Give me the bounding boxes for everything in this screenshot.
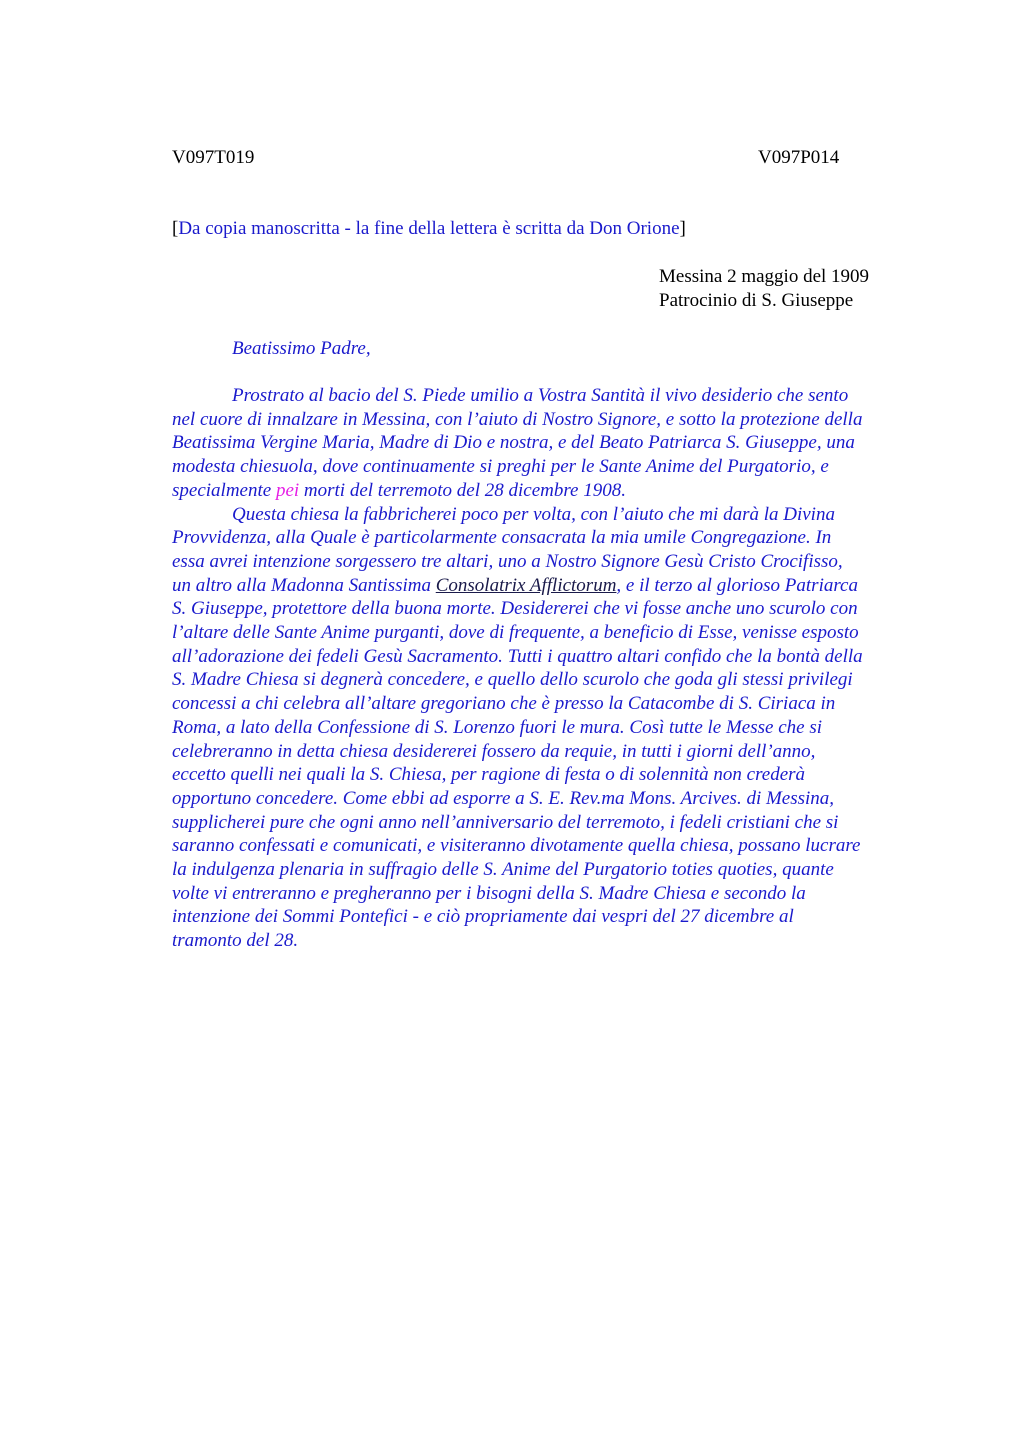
paragraph2-line: all’adorazione dei fedeli Gesù Sacramento. Tutti i quattro altari confido che la bontà della [172,645,863,667]
letter-body [172,384,932,953]
text-segment: un altro alla Madonna Santissima [172,574,436,596]
paragraph2-line: volte vi entreranno e pregheranno per i bisogni della S. Madre Chiesa e secondo la [172,882,806,904]
editorial-note [172,218,686,240]
text-segment: , e il terzo al glorioso Patriarca [616,574,858,596]
paragraph2-line: tramonto del 28. [172,930,299,952]
note-text: Da copia manoscritta - la fine della lettera è scritta da Don Orione [178,218,680,239]
paragraph1-line: Beatissima Vergine Maria, Madre di Dio e nostra, e del Beato Patriarca S. Giuseppe, una [172,432,855,454]
paragraph2-line: intenzione dei Sommi Pontefici - e ciò propriamente dai vespri del 27 dicembre al [172,906,794,928]
paragraph2-line: opportuno concedere. Come ebbi ad esporre a S. E. Rev.ma Mons. Arcives. di Messina, [172,787,835,809]
salutation: Beatissimo Padre, [232,338,371,359]
underlined-title: Consolatrix Afflictorum [435,574,617,596]
place-and-date [659,265,869,313]
text-segment: specialmente [172,479,276,501]
paragraph1-last-line [172,479,932,503]
paragraph2-line: S. Giuseppe, protettore della buona morte. Desidererei che vi fosse anche uno scurolo con [172,598,858,620]
paragraph2-line: concessi a chi celebra all’altare gregoriano che è presso la Catacombe di S. Ciriaca in [172,693,836,715]
paragraph2-line: celebreranno in detta chiesa desidererei fossero da requie, in tutti i giorni dell’anno, [172,740,816,762]
text-segment: morti del terremoto del 28 dicembre 1908. [299,479,626,501]
paragraph2-line: l’altare delle Sante Anime purganti, dove di frequente, a beneficio di Esse, venisse esposto [172,622,859,644]
highlighted-word: pei [275,479,300,501]
paragraph1-line: Prostrato al bacio del S. Piede umilio a Vostra Santità il vivo desiderio che sento [232,385,849,406]
paragraph2-line: essa avrei intenzione sorgessero tre altari, uno a Nostro Signore Gesù Cristo Crocifisso, [172,550,843,572]
paragraph2-line: Provvidenza, alla Quale è particolarmente consacrata la mia umile Congregazione. In [172,527,832,549]
paragraph2-line [172,574,932,598]
paragraph2-line: S. Madre Chiesa si degnerà concedere, e quello dello scurolo che goda gli stessi privilegi [172,669,853,691]
document-code-left: V097T019 [172,147,255,168]
note-close-bracket: ] [679,218,686,239]
feast-line: Patrocinio di S. Giuseppe [659,290,854,311]
paragraph1-line: modesta chiesuola, dove continuamente si preghi per le Sante Anime del Purgatorio, e [172,456,829,478]
note-open-bracket: [ [172,218,179,239]
paragraph2-line: eccetto quelli nei quali la S. Chiesa, per ragione di festa o di solennità non crederà [172,764,806,786]
paragraph2-line: Roma, a lato della Confessione di S. Lorenzo fuori le mura. Così tutte le Messe che si [172,716,822,738]
document-code-right: V097P014 [758,147,840,168]
place-date-line: Messina 2 maggio del 1909 [659,266,870,287]
paragraph2-line: la indulgenza plenaria in suffragio delle S. Anime del Purgatorio toties quoties, quante [172,859,834,881]
paragraph2-line: Questa chiesa la fabbricherei poco per volta, con l’aiuto che mi darà la Divina [232,503,835,525]
paragraph1-line: nel cuore di innalzare in Messina, con l’aiuto di Nostro Signore, e sotto la protezione della [172,408,863,430]
paragraph2-line: supplicherei pure che ogni anno nell’anniversario del terremoto, i fedeli cristiani che si [172,811,839,833]
paragraph2-line: saranno confessati e comunicati, e visiteranno divotamente quella chiesa, possano lucrare [172,835,861,857]
